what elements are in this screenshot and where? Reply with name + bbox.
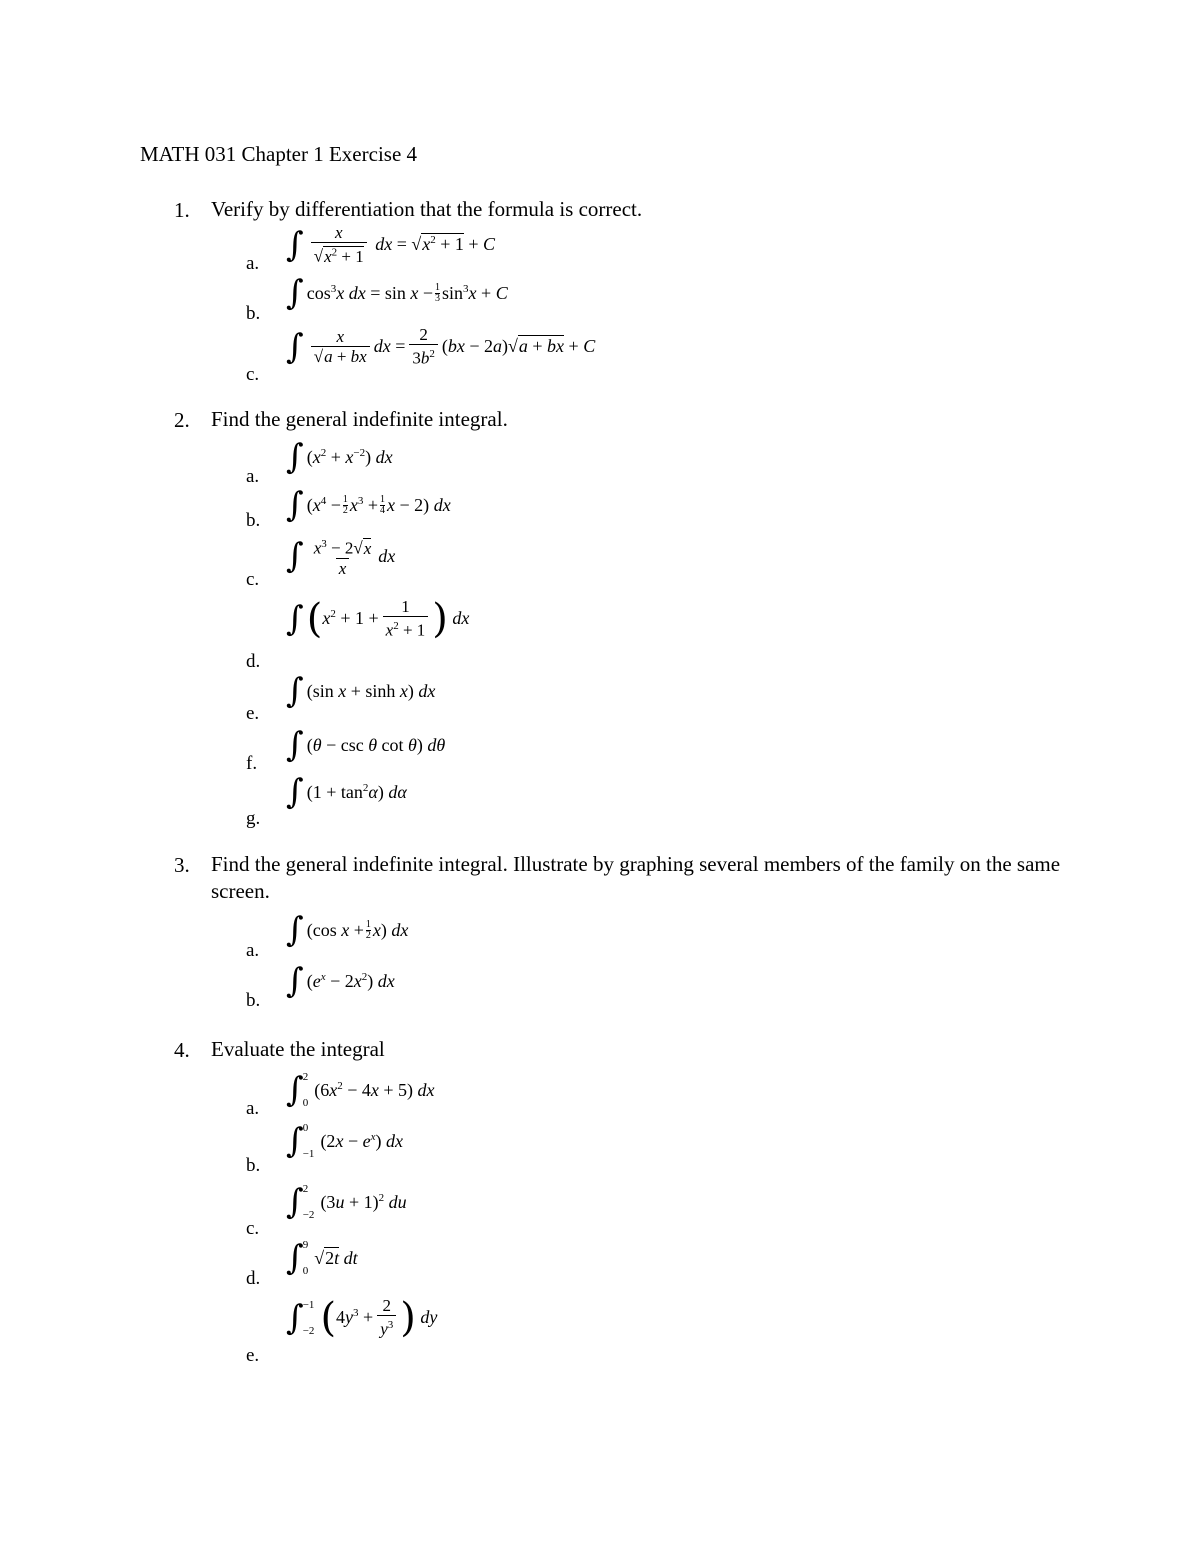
question-1b-label: b.	[246, 303, 261, 324]
question-4-text: Evaluate the integral	[211, 1037, 385, 1061]
question-1c-label: c.	[246, 364, 260, 385]
formula-1c: ∫ x √a + bx dx = $\frac{2}{3b^2}$ (bx − 2a)√a + bx + C	[286, 325, 596, 368]
question-4b-label: b.	[246, 1155, 261, 1176]
question-3a-label: a.	[246, 940, 260, 961]
formula-2d: ∫ ( $x^2 + 1$ + $\frac{1}{x^2 + 1}$ ) dx	[286, 595, 470, 642]
question-4c-label: c.	[246, 1218, 260, 1239]
formula-1a: ∫ x $√x^2 + 1$ dx = $√x^2 + 1 + C$	[286, 223, 496, 266]
question-2c-label: c.	[246, 569, 260, 590]
question-2f-label: f.	[246, 753, 258, 774]
question-4a-label: a.	[246, 1098, 260, 1119]
formula-4e: ∫ −1 −2 ( $4y^3$ + $\frac{2}{y^3}$ ) dy	[286, 1294, 438, 1341]
formula-2e: ∫ (sin x + sinh x) dx	[286, 671, 436, 711]
formula-3a: ∫ (cos x + $\frac{1}{2}$ x) dx	[286, 910, 409, 950]
question-2g-label: g.	[246, 808, 261, 829]
formula-2c: ∫ $x^3 - 2√x$ x dx	[286, 536, 396, 578]
formula-2g: ∫ $(1 + \tan^2\alpha)$ dα	[286, 772, 407, 812]
question-2-number: 2.	[174, 408, 190, 432]
formula-4c: ∫ 2 −2 $(3u + 1)^2$ du	[286, 1182, 407, 1222]
formula-2b: ∫ ($x^4$ − $\frac{1}{2}$ $x^3$ + $\frac{1}{4}$ x − 2) dx	[286, 485, 451, 525]
question-3-text: Find the general indefinite integral. Illustrate by graphing several members of the family on the same screen.	[211, 852, 1061, 903]
formula-2a: ∫ $(x^2 + x^{-2})$ dx	[286, 437, 393, 477]
question-1-text: Verify by differentiation that the formula is correct.	[211, 197, 643, 221]
question-2-text: Find the general indefinite integral.	[211, 407, 508, 431]
question-1-number: 1.	[174, 198, 190, 222]
question-3b-label: b.	[246, 990, 261, 1011]
question-3-number: 3.	[174, 853, 190, 877]
question-2d-label: d.	[246, 651, 261, 672]
question-1a-label: a.	[246, 253, 260, 274]
question-4e-label: e.	[246, 1345, 260, 1366]
formula-4d: ∫ 9 0 √2t dt	[286, 1238, 358, 1278]
formula-1b: ∫ $\cos^3x$ dx = sin x − $\frac{1}{3}$ $\sin^3x + C$	[286, 273, 508, 313]
question-2b-label: b.	[246, 510, 261, 531]
question-4-number: 4.	[174, 1038, 190, 1062]
formula-3b: ∫ $(e^x - 2x^2)$ dx	[286, 961, 395, 1001]
question-2a-label: a.	[246, 466, 260, 487]
formula-4b: ∫ 0 −1 $(2x - e^x)$ dx	[286, 1121, 403, 1161]
formula-4a: ∫ 2 0 $(6x^2 - 4x + 5)$ dx	[286, 1070, 435, 1110]
question-2e-label: e.	[246, 703, 260, 724]
formula-2f: ∫ (θ − csc θ cot θ) dθ	[286, 725, 446, 765]
document-title: MATH 031 Chapter 1 Exercise 4	[140, 142, 418, 166]
question-4d-label: d.	[246, 1268, 261, 1289]
